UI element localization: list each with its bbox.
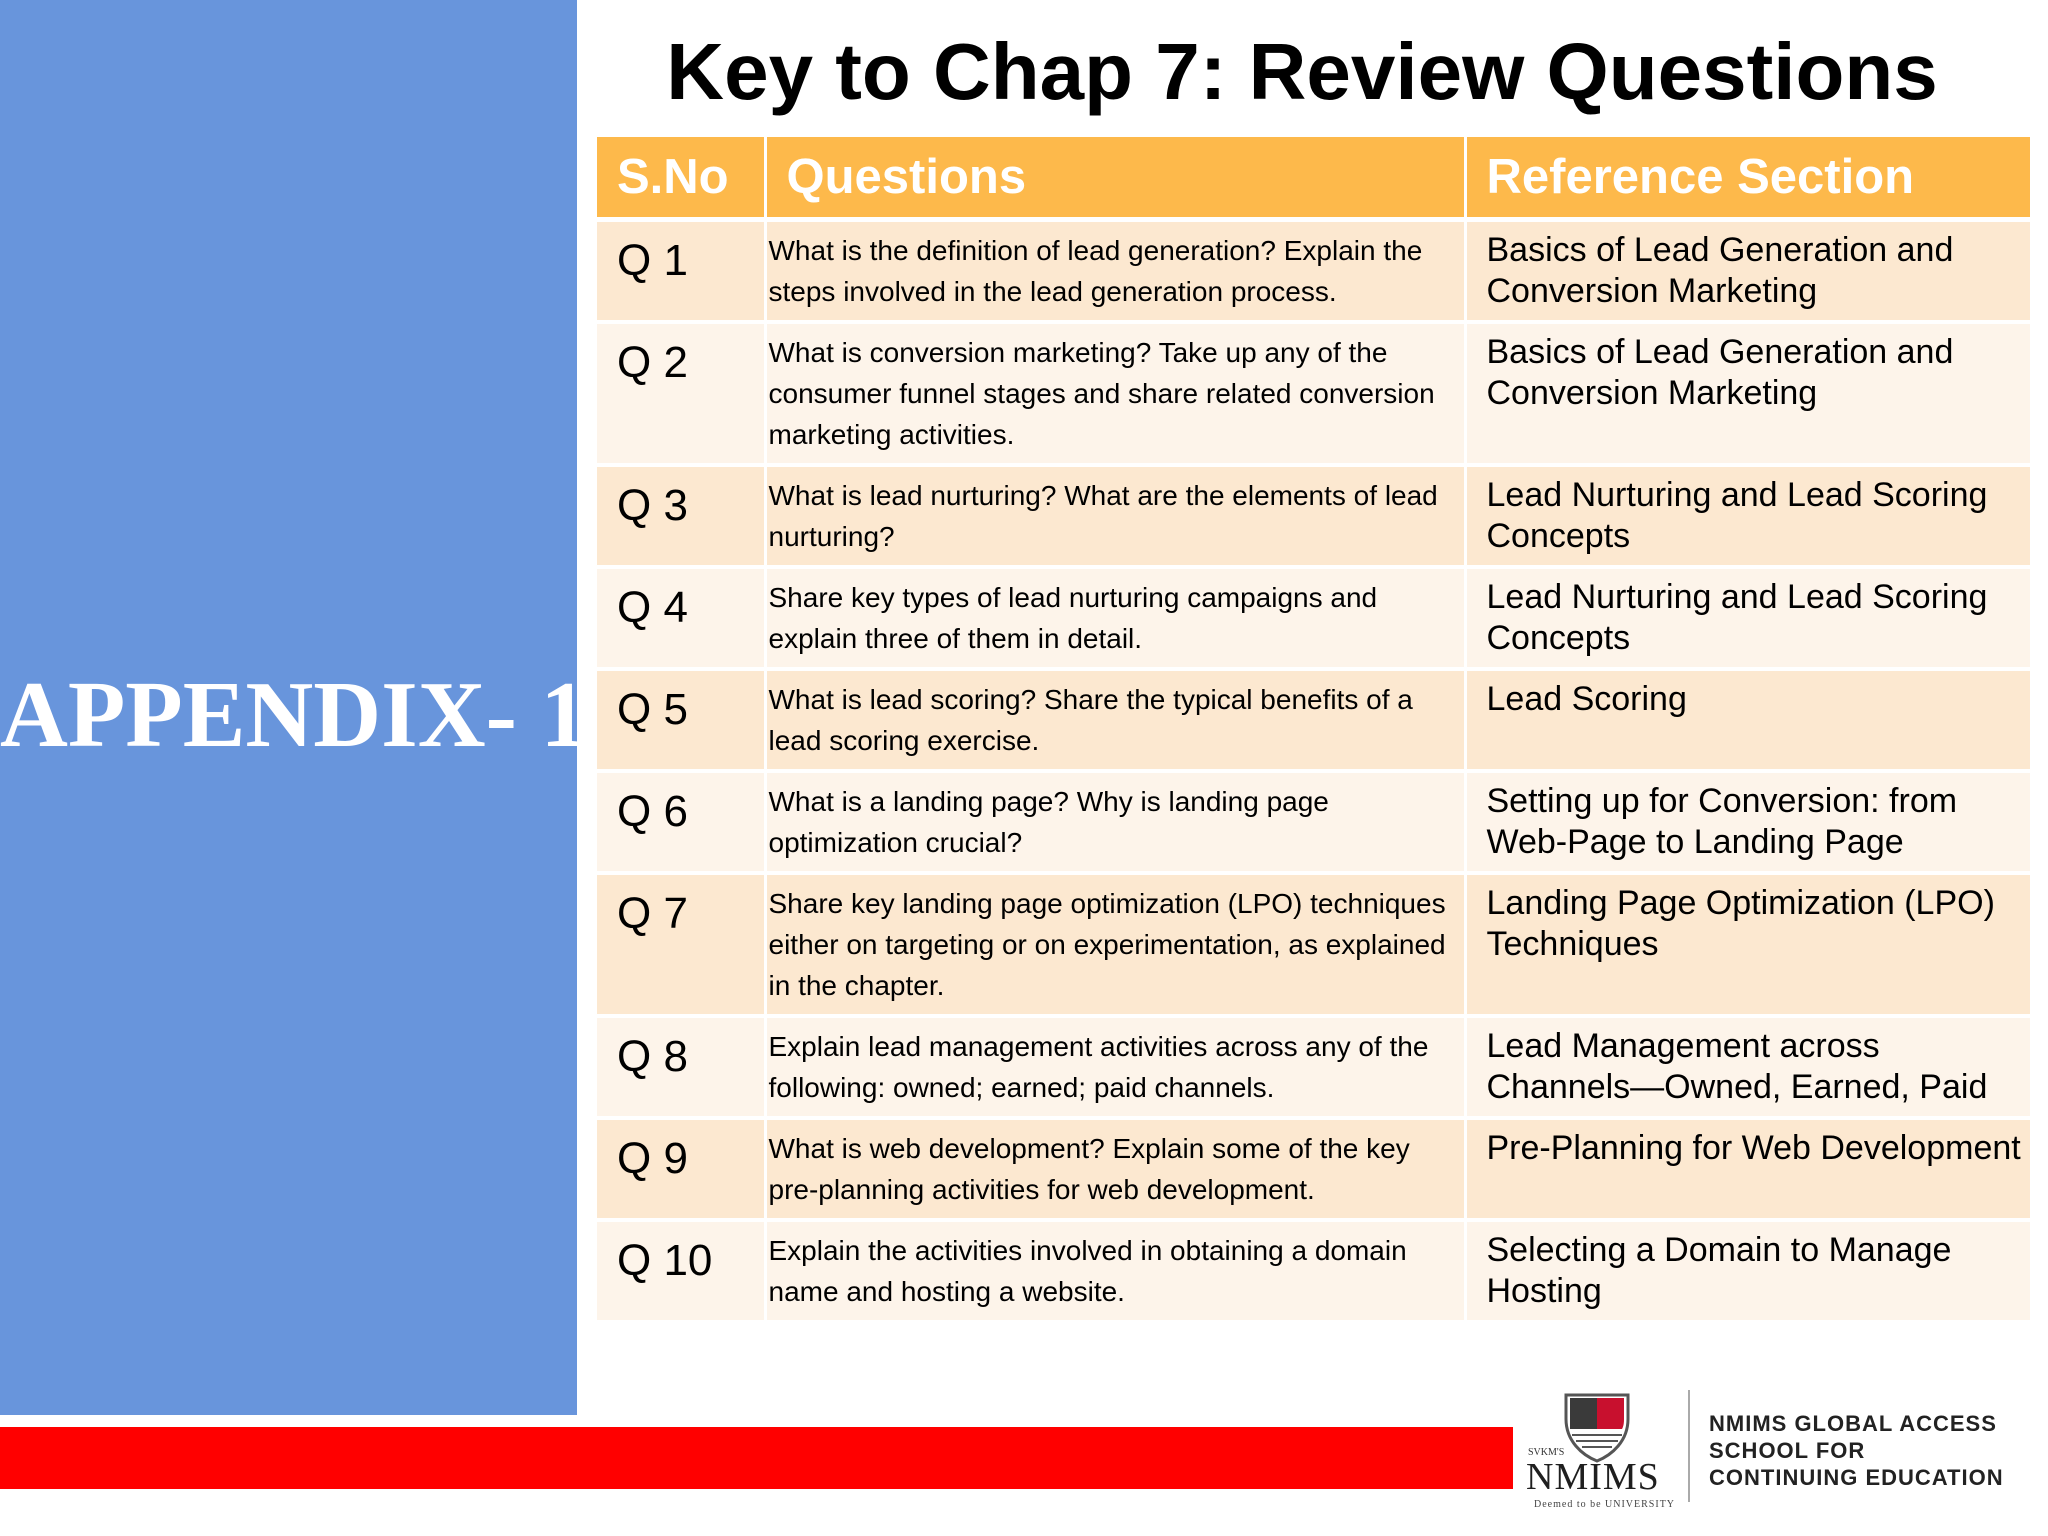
- row-sno: Q 10: [597, 1220, 765, 1322]
- appendix-label: APPENDIX- 1: [0, 663, 588, 767]
- row-question: What is web development? Explain some of the key pre-planning activities for web development.: [765, 1118, 1465, 1220]
- row-sno: Q 4: [597, 567, 765, 669]
- school-name-line-2: SCHOOL FOR: [1709, 1438, 1866, 1463]
- table-row: [597, 567, 2030, 669]
- row-question: What is conversion marketing? Take up any of the consumer funnel stages and share related conversion marketing activities.: [765, 322, 1465, 465]
- logo-tagline: Deemed to be UNIVERSITY: [1534, 1499, 1676, 1510]
- row-question: Explain the activities involved in obtaining a domain name and hosting a website.: [765, 1220, 1465, 1322]
- table-row: [597, 1016, 2030, 1118]
- row-sno: Q 8: [597, 1016, 765, 1118]
- row-question: What is a landing page? Why is landing page optimization crucial?: [765, 771, 1465, 873]
- footer-red-bar: [0, 1427, 1513, 1489]
- row-sno: Q 9: [597, 1118, 765, 1220]
- table-row: [597, 669, 2030, 771]
- table-row: [597, 873, 2030, 1016]
- row-sno: Q 3: [597, 465, 765, 567]
- row-reference: Selecting a Domain to Manage Hosting: [1465, 1220, 2030, 1322]
- logo-divider: [1688, 1390, 1690, 1502]
- row-reference: Lead Scoring: [1465, 669, 2030, 771]
- table-row: [597, 465, 2030, 567]
- table-row: [597, 220, 2030, 323]
- slide-title: Key to Chap 7: Review Questions: [666, 27, 1938, 116]
- nmims-logo: [1522, 1385, 1674, 1535]
- school-name: [1709, 1410, 2004, 1491]
- table-row: [597, 1118, 2030, 1220]
- row-reference: Lead Nurturing and Lead Scoring Concepts: [1465, 465, 2030, 567]
- row-reference: Pre-Planning for Web Development: [1465, 1118, 2030, 1220]
- row-sno: Q 6: [597, 771, 765, 873]
- table-row: [597, 322, 2030, 465]
- row-question: What is lead nurturing? What are the elements of lead nurturing?: [765, 465, 1465, 567]
- row-reference: Landing Page Optimization (LPO) Techniques: [1465, 873, 2030, 1016]
- row-sno: Q 2: [597, 322, 765, 465]
- header-sno: S.No: [597, 137, 765, 220]
- row-question: Share key types of lead nurturing campaigns and explain three of them in detail.: [765, 567, 1465, 669]
- review-questions-table: [597, 137, 2030, 1324]
- logo-name: NMIMS: [1526, 1456, 1660, 1498]
- row-sno: Q 1: [597, 220, 765, 323]
- row-question: Share key landing page optimization (LPO) techniques either on targeting or on experimentation, as explained in the chapter.: [765, 873, 1465, 1016]
- row-question: What is lead scoring? Share the typical benefits of a lead scoring exercise.: [765, 669, 1465, 771]
- table-row: [597, 771, 2030, 873]
- nmims-crest-icon: [1562, 1389, 1632, 1463]
- row-reference: Lead Management across Channels—Owned, Earned, Paid: [1465, 1016, 2030, 1118]
- row-reference: Setting up for Conversion: from Web-Page to Landing Page: [1465, 771, 2030, 873]
- school-name-line-3: CONTINUING EDUCATION: [1709, 1465, 2004, 1490]
- row-question: What is the definition of lead generation? Explain the steps involved in the lead generation process.: [765, 220, 1465, 323]
- row-question: Explain lead management activities across any of the following: owned; earned; paid channels.: [765, 1016, 1465, 1118]
- table-header-row: [597, 137, 2030, 220]
- row-reference: Basics of Lead Generation and Conversion Marketing: [1465, 322, 2030, 465]
- table-row: [597, 1220, 2030, 1322]
- row-sno: Q 7: [597, 873, 765, 1016]
- logo-prefix: SVKM'S: [1528, 1447, 1565, 1458]
- header-reference-section: Reference Section: [1465, 137, 2030, 220]
- row-reference: Lead Nurturing and Lead Scoring Concepts: [1465, 567, 2030, 669]
- header-questions: Questions: [765, 137, 1465, 220]
- row-sno: Q 5: [597, 669, 765, 771]
- school-name-line-1: NMIMS GLOBAL ACCESS: [1709, 1411, 1997, 1436]
- row-reference: Basics of Lead Generation and Conversion Marketing: [1465, 220, 2030, 323]
